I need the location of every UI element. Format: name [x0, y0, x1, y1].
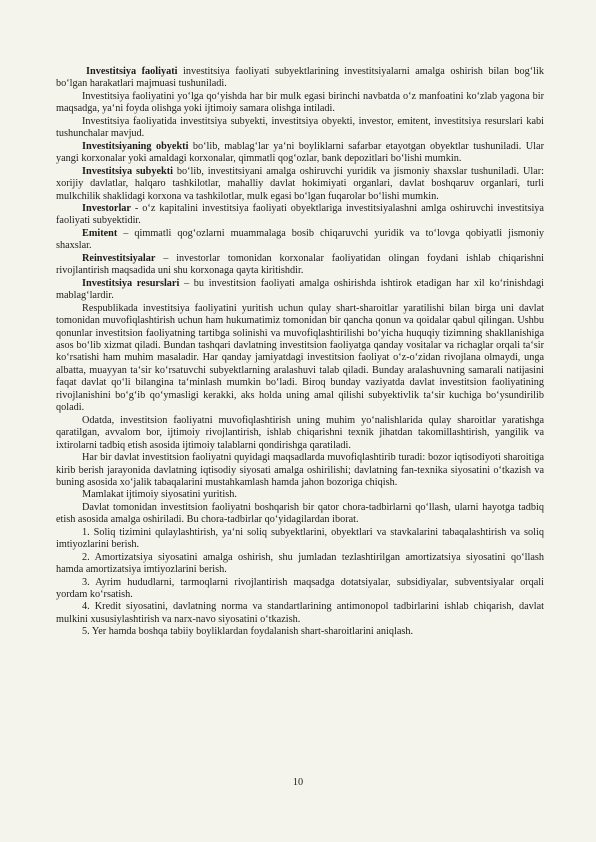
term: Investitsiya resurslari — [82, 277, 180, 289]
paragraph-text: – investorlar tomonidan korxonalar faoliyatidan olingan foydani ishlab chiqarishni rivojlantirish maqsadida uni shu korxonaga qayta kiritishdir. — [56, 252, 544, 277]
term: Investorlar — [82, 202, 131, 214]
paragraph-text: - o‘z kapitalini investitsiya faoliyati obyektlariga investitsiyalashni amlga oshiruvchi investitsiya faoliyati subyektidir. — [56, 202, 544, 227]
term: Investitsiyaning obyekti — [82, 140, 189, 152]
paragraph-text: Investitsiya faoliyatida investitsiya subyekti, investitsiya obyekti, investor, emitent, investitsiya resurslari kabi tushunchalar mavjud. — [56, 115, 544, 140]
document-body — [56, 66, 544, 639]
list-item — [56, 626, 544, 638]
list-item — [56, 552, 544, 577]
paragraph-text: 1. Soliq tizimini qulaylashtirish, ya‘ni soliq subyektlarini, obyektlari va stavkalarini tabaqalashtirish va soliq imtiyozlarini berish. — [56, 526, 544, 551]
paragraph-text: Odatda, investitsion faoliyatni muvofiqlashtirish uning muhim yo‘nalishlarida qulay sharoitlar yaratishga qaratilgan, avvalom bor, ijtimoiy rivojlantirish, ishlab chiqarishni texnik jihatdan takomillashtirish, yangilik va ixtirolarni tadbiq etish asosida ijtimoiy talablarni qondirishga qaratiladi. — [56, 414, 544, 451]
term: Reinvestitsiyalar — [82, 252, 156, 264]
list-item — [56, 527, 544, 552]
paragraph — [56, 303, 544, 415]
paragraph — [56, 66, 544, 91]
paragraph — [56, 228, 544, 253]
page-number: 10 — [292, 777, 304, 788]
paragraph — [56, 141, 544, 166]
paragraph — [56, 166, 544, 203]
paragraph — [56, 116, 544, 141]
list-item — [56, 601, 544, 626]
paragraph-text: 4. Kredit siyosatini, davlatning norma va standartlarining antimonopol tadbirlarini ishlab chiqarish, davlat mulkini xususiylashtirish va narx-navo siyosatini o‘tkazish. — [56, 601, 544, 625]
paragraph — [56, 489, 544, 501]
term: Emitent — [82, 227, 118, 239]
paragraph — [56, 502, 544, 527]
paragraph-text: bo‘lib, mablag‘lar ya‘ni boyliklarni safarbar etayotgan obyektlar tushuniladi. Ular yangi korxonalar yoki amaldagi korxonalar, qimmatli qog‘ozlar, bank depozitlari bo‘lishi mumkin. — [56, 140, 544, 165]
paragraph-text: Mamlakat ijtimoiy siyosatini yuritish. — [82, 489, 237, 501]
paragraph — [56, 253, 544, 278]
paragraph-text: Davlat tomonidan investitsion faoliyatni boshqarish bir qator chora-tadbirlarni qo‘llash, ularni hayotga tadbiq etish asosida amalga oshiriladi. Bu chora-tadbirlar qo‘yidagilardan iborat. — [56, 501, 544, 526]
paragraph-text: investitsiya faoliyati subyektlarining investitsiyalarni amalga oshirish bilan bog‘lik bo‘lgan harakatlari majmuasi tushuniladi. — [56, 66, 544, 90]
term: Investitsiya faoliyati — [86, 66, 178, 77]
paragraph-text: – bu investitsion faoliyati amalga oshirishda ishtirok etadigan har xil ko‘rinishdagi mablag‘lardir. — [56, 277, 544, 302]
paragraph-text: Respublikada investitsiya faoliyatini yuritish uchun qulay shart-sharoitlar yaratilishi bilan birga uni davlat tomonidan muvofiqlashtirish uchun ham hukumatimiz tomonidan bir qancha qonun va qoidalar qabul qilingan. Ushbu qonunlar investitsion faoliyatning tartibga solinishi va muvofiqlashtirilishi bo‘yicha huquqiy tizimning shakllanishiga asos bo‘lib xizmat qiladi. Bundan tashqari davlatning investitsion faoliyatga qanday vositalar va richaglar orqali ta‘sir ko‘rsatishi ham muhim masaladir. Har qanday jamiyatdagi investitsion faoliyat o‘z-o‘zidan rivojlana olmaydi, unga albatta, muayyan ta‘sir ko‘rsatuvchi subyektlarning aralashuvi talab qiladi. Bunday aralashuvning samarali natijasini faqat davlat qo‘li bilangina ta‘minlash mumkin bo‘ladi. Biroq bunday vaziyatda davlat investitsion faoliyatining rivojlanishini bo‘g‘ib qo‘ymasligi kerakki, aks holda uning amal qilishi subyektivlik ta‘sir kuchiga bo‘ysundirilib qoladi. — [56, 302, 544, 414]
paragraph — [56, 278, 544, 303]
paragraph — [56, 203, 544, 228]
term: Investitsiya subyekti — [82, 165, 173, 177]
paragraph-text: Investitsiya faoliyatini yo‘lga qo‘yishda har bir mulk egasi birinchi navbatda o‘z manfoatini ko‘zlab yagona bir maqsadga, ya‘ni foyda olishga yoki ijtimoiy samara olishga intiladi. — [56, 90, 544, 115]
list-item — [56, 577, 544, 602]
paragraph — [56, 452, 544, 489]
paragraph — [56, 415, 544, 452]
paragraph — [56, 91, 544, 116]
paragraph-text: 3. Ayrim hududlarni, tarmoqlarni rivojlantirish maqsadga dotatsiyalar, subsidiyalar, subventsiyalar orqali yordam ko‘rsatish. — [56, 576, 544, 601]
paragraph-text: – qimmatli qog‘ozlarni muammalaga bosib chiqaruvchi yuridik va to‘lovga qobiyatli jismoniy shaxslar. — [56, 227, 544, 252]
paragraph-text: 5. Yer hamda boshqa tabiiy boyliklardan foydalanish shart-sharoitlarini aniqlash. — [82, 626, 414, 638]
paragraph-text: 2. Amortizatsiya siyosatini amalga oshirish, shu jumladan tezlashtirilgan amortizatsiya siyosatini qo‘llash hamda amortizatsiya imtiyozlarini berish. — [56, 551, 544, 576]
paragraph-text: bo‘lib, investitsiyani amalga oshiruvchi yuridik va jismoniy shaxslar tushuniladi. Ular: xorijiy davlatlar, halqaro tashkilotlar, mahalliy davlat hokimiyati organlari, davlat boshqaruv organlari, turli mulkchilik shaklidagi korxona va tashkilotlar, mulk egasi bo‘lgan fuqarolar bo‘lishi mumkin. — [56, 165, 544, 202]
paragraph-text: Har bir davlat investitsion faoliyatni quyidagi maqsadlarda muvofiqlashtirib turadi: bozor iqtisodiyoti sharoitiga kirib berish jarayonida davlatning iqtisodiy siyosati amalga oshirilishi; davlatning fan-texnika siyosatini o‘tkazish va buning asosida xo‘jalik tabaqalarini mustahkamlash hamda jahon bozoriga chiqish. — [56, 452, 544, 488]
